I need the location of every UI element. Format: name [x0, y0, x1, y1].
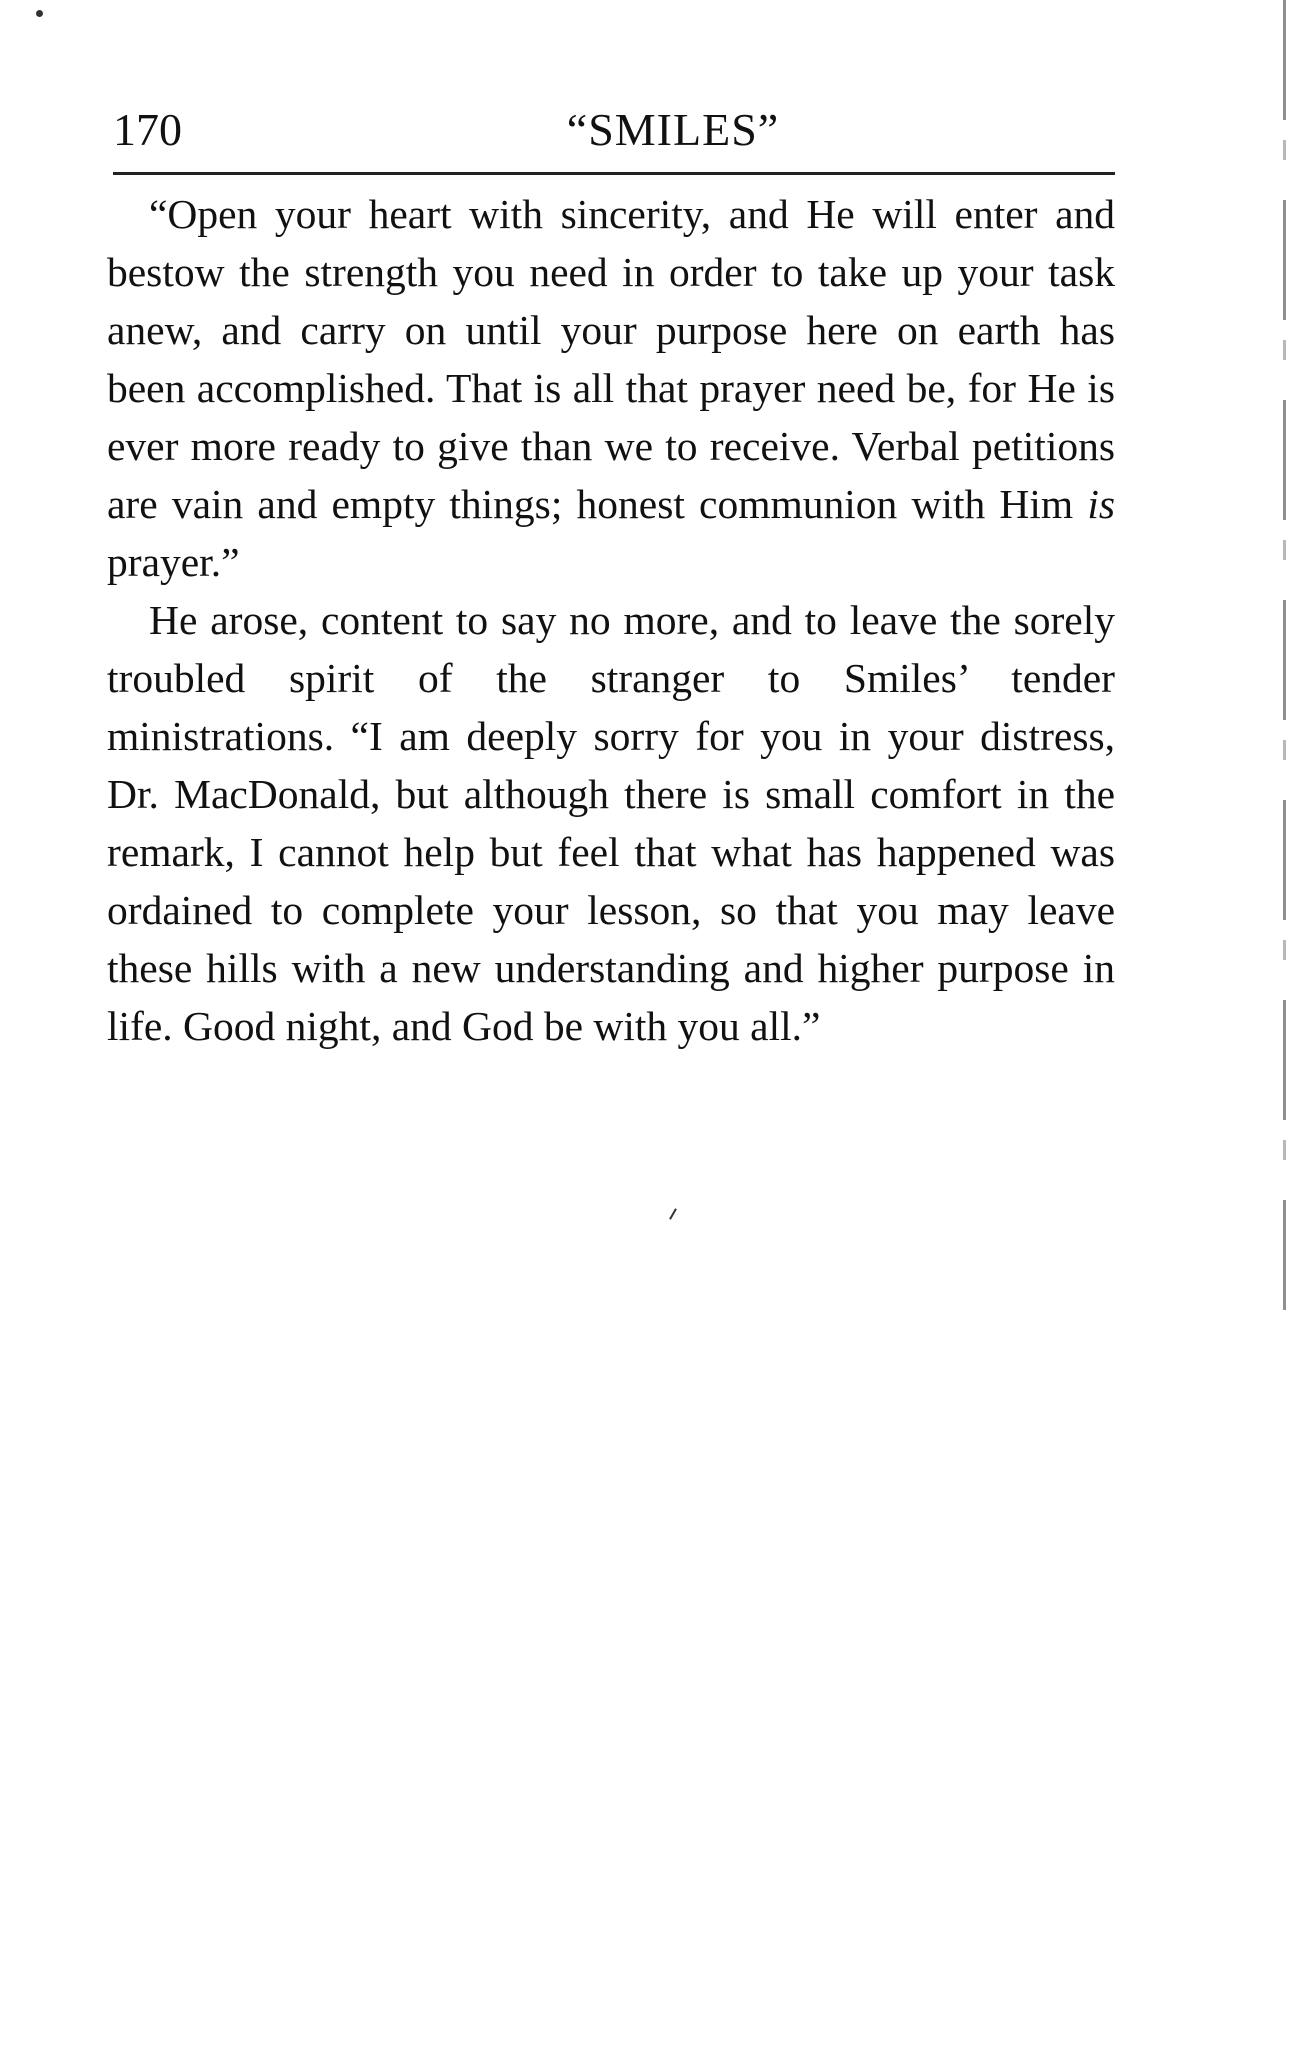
- page-number: 170: [113, 104, 182, 155]
- ink-speck: [36, 10, 43, 17]
- emphasis: is: [1087, 481, 1115, 527]
- page-edge-shadow: [1283, 0, 1286, 1310]
- body-text: [107, 185, 1115, 1055]
- page-header: [113, 95, 1113, 165]
- paragraph-2: He arose, content to say no more, and to leave the sorely troubled spirit of the stranger to Smiles’ tender ministrations. “I am deeply sorry for you in your distress, Dr. MacDonald, but although there is small comfort in the remark, I cannot help but feel that what has happened was ordained to complete your lesson, so that you may leave these hills with a new understanding and higher purpose in life. Good night, and God be with you all.”: [107, 597, 1115, 1049]
- ink-mark: [669, 1208, 677, 1219]
- paragraph-1: “Open your heart with sincerity, and He will enter and bestow the strength you need in order to take up your task anew, and carry on until your purpose here on earth has been accomplished. That is all that prayer need be, for He is ever more ready to give than we to receive. Verbal petitions are vain and empty things; honest communion with Him is prayer.”: [107, 191, 1115, 585]
- header-rule: [113, 172, 1115, 175]
- running-title: “SMILES”: [566, 104, 780, 155]
